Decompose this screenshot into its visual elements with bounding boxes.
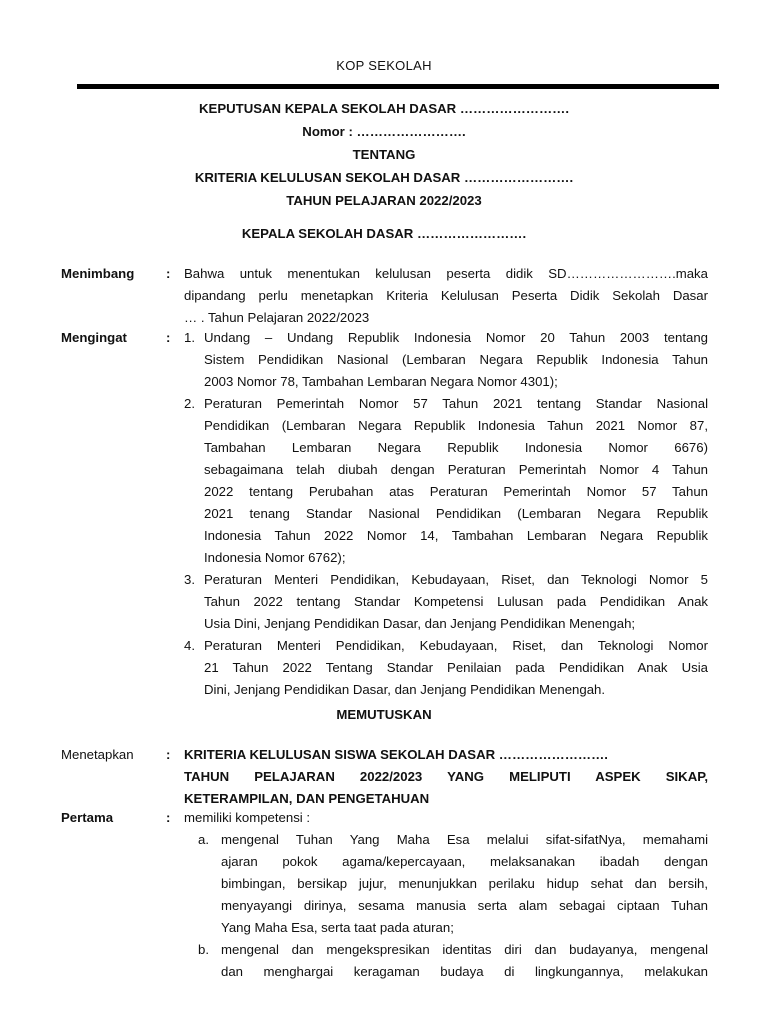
mengingat-colon: : [166,330,171,345]
mengingat-item [184,393,708,569]
item-line: mengenal Tuhan Yang Maha Esa melalui sifat-sifatNya, memahami [221,832,708,847]
menetapkan-body [184,744,708,810]
item-line: Sistem Pendidikan Nasional (Lembaran Negara Republik Indonesia Tahun [204,352,708,367]
item-line: Undang – Undang Republik Indonesia Nomor 20 Tahun 2003 tentang [204,330,708,345]
decree-year: TAHUN PELAJARAN 2022/2023 [286,193,482,208]
item-number: 1. [184,330,195,345]
menimbang-label: Menimbang [61,266,135,281]
menetapkan-label: Menetapkan [61,747,134,762]
item-number: 2. [184,396,195,411]
item-line: dan menghargai keragaman budaya di lingkungannya, melakukan [221,964,708,979]
item-letter: a. [198,832,209,847]
item-number: 4. [184,638,195,653]
item-line: Indonesia Nomor 6762); [204,550,346,565]
item-line: sebagaimana telah diubah dengan Peraturan Pemerintah Nomor 4 Tahun [204,462,708,477]
menetapkan-line: KETERAMPILAN, DAN PENGETAHUAN [184,791,430,806]
memutuskan-heading: MEMUTUSKAN [336,707,432,722]
item-line: menyayangi dirinya, sesama manusia serta alam sebagai ciptaan Tuhan [221,898,708,913]
item-line: bimbingan, bersikap jujur, menunjukkan perilaku hidup sehat dan bersih, [221,876,708,891]
item-line: 21 Tahun 2022 Tentang Standar Penilaian pada Pendidikan Anak Usia [204,660,708,675]
header-rule [77,84,719,89]
decree-tentang: TENTANG [352,147,416,162]
decree-header [0,97,768,212]
decree-title: KEPUTUSAN KEPALA SEKOLAH DASAR ……………………. [199,101,569,116]
item-line: ajaran pokok agama/kepercayaan, melaksanakan ibadah dengan [221,854,708,869]
menimbang-line: dipandang perlu menetapkan Kriteria Kelulusan Peserta Didik Sekolah Dasar [184,288,708,303]
item-line: Usia Dini, Jenjang Pendidikan Dasar, dan Jenjang Pendidikan Menengah; [204,616,636,631]
item-line: 2022 tentang Perubahan atas Peraturan Pemerintah Nomor 57 Tahun [204,484,708,499]
kop-sekolah: KOP SEKOLAH [336,58,432,73]
menetapkan-colon: : [166,747,171,762]
mengingat-item [184,569,708,635]
pertama-label: Pertama [61,810,114,825]
mengingat-item [184,327,708,393]
pertama-item [184,939,708,983]
mengingat-body [184,327,708,701]
item-line: mengenal dan mengekspresikan identitas diri dan budayanya, mengenal [221,942,708,957]
kepala-sekolah-heading: KEPALA SEKOLAH DASAR ……………………. [241,226,527,241]
item-line: Peraturan Menteri Pendidikan, Kebudayaan, Riset, dan Teknologi Nomor 5 [204,572,708,587]
item-number: 3. [184,572,195,587]
mengingat-label: Mengingat [61,330,127,345]
mengingat-item [184,635,708,701]
item-line: Peraturan Pemerintah Nomor 57 Tahun 2021 tentang Standar Nasional [204,396,708,411]
decree-subject: KRITERIA KELULUSAN SEKOLAH DASAR ……………………. [194,170,574,185]
menimbang-line: Bahwa untuk menentukan kelulusan peserta didik SD…………………….maka [184,266,708,281]
pertama-item [184,829,708,939]
item-line: Indonesia Tahun 2022 Nomor 14, Tambahan Lembaran Negara Republik [204,528,708,543]
menetapkan-line: TAHUN PELAJARAN 2022/2023 YANG MELIPUTI ASPEK SIKAP, [184,769,708,784]
item-line: Tahun 2022 tentang Standar Kompetensi Lulusan pada Pendidikan Anak [204,594,708,609]
item-line: Peraturan Menteri Pendidikan, Kebudayaan, Riset, dan Teknologi Nomor [204,638,708,653]
pertama-intro: memiliki kompetensi : [184,810,311,825]
item-line: 2003 Nomor 78, Tambahan Lembaran Negara Nomor 4301); [204,374,558,389]
menimbang-line: … . Tahun Pelajaran 2022/2023 [184,310,370,325]
item-line: Yang Maha Esa, serta taat pada aturan; [221,920,454,935]
pertama-colon: : [166,810,171,825]
menimbang-body [184,263,708,329]
menimbang-colon: : [166,266,171,281]
decree-number: Nomor : ……………………. [302,124,466,139]
item-letter: b. [198,942,209,957]
item-line: Dini, Jenjang Pendidikan Dasar, dan Jenjang Pendidikan Menengah. [204,682,606,697]
menetapkan-line: KRITERIA KELULUSAN SISWA SEKOLAH DASAR ……………………. [184,747,608,762]
item-line: 2021 tenang Standar Nasional Pendidikan (Lembaran Negara Republik [204,506,708,521]
item-line: Pendidikan (Lembaran Negara Republik Indonesia Tahun 2021 Nomor 87, [204,418,708,433]
item-line: Tambahan Lembaran Negara Republik Indonesia Nomor 6676) [204,440,708,455]
pertama-body [184,807,708,983]
